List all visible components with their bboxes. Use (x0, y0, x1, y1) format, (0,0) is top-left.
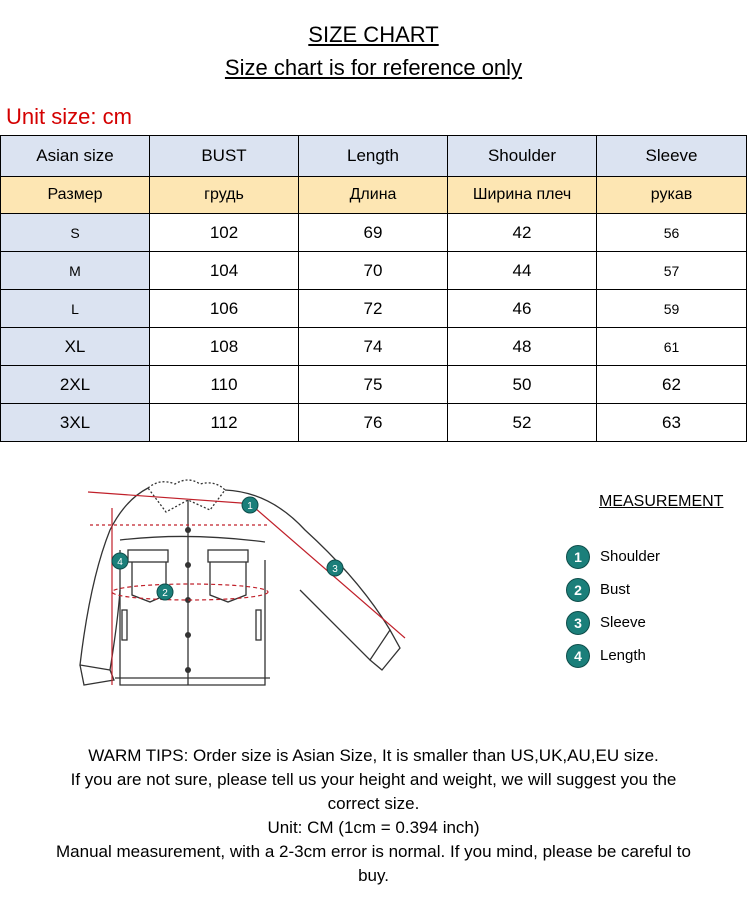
table-cell: 70 (299, 252, 448, 290)
badge-4-icon: 4 (566, 644, 590, 668)
tips-line: Unit: CM (1cm = 0.394 inch) (267, 818, 480, 837)
page-title: SIZE CHART (308, 22, 439, 47)
legend-label: Bust (600, 581, 631, 598)
header-cell: Asian size (1, 136, 150, 177)
legend-item-sleeve (566, 606, 660, 639)
table-cell: 48 (448, 328, 597, 366)
header-cell-ru: рукав (597, 177, 747, 214)
table-cell: 57 (597, 252, 747, 290)
header-cell: BUST (150, 136, 299, 177)
tips-line: correct size. (327, 794, 420, 813)
table-header-row-ru (1, 177, 747, 214)
marker-3-icon (327, 560, 343, 576)
table-cell: 59 (597, 290, 747, 328)
table-cell: 56 (597, 214, 747, 252)
table-cell: 110 (150, 366, 299, 404)
table-cell: 74 (299, 328, 448, 366)
table-cell: 69 (299, 214, 448, 252)
table-cell: 112 (150, 404, 299, 442)
legend-label: Sleeve (600, 614, 646, 631)
marker-2-icon (157, 584, 173, 600)
table-cell: 102 (150, 214, 299, 252)
marker-1-icon (242, 497, 258, 513)
table-cell: 3XL (1, 404, 150, 442)
svg-text:2: 2 (162, 588, 168, 599)
table-header-row (1, 136, 747, 177)
table-cell: 63 (597, 404, 747, 442)
table-cell: 42 (448, 214, 597, 252)
tips-line: WARM TIPS: Order size is Asian Size, It is smaller than US,UK,AU,EU size. (88, 746, 659, 765)
marker-4-icon (112, 553, 128, 569)
table-cell: 61 (597, 328, 747, 366)
header-cell-ru: Длина (299, 177, 448, 214)
table-row (1, 404, 747, 442)
badge-1-icon: 1 (566, 545, 590, 569)
tips-line: Manual measurement, with a 2-3cm error is normal. If you mind, please be careful to (56, 842, 691, 861)
badge-3-icon: 3 (566, 611, 590, 635)
warm-tips (0, 744, 747, 888)
table-cell: XL (1, 328, 150, 366)
header-cell: Shoulder (448, 136, 597, 177)
badge-2-icon: 2 (566, 578, 590, 602)
table-cell: 108 (150, 328, 299, 366)
table-cell: M (1, 252, 150, 290)
table-cell: 50 (448, 366, 597, 404)
legend-label: Length (600, 647, 646, 664)
table-cell: 75 (299, 366, 448, 404)
legend-item-bust (566, 573, 660, 606)
table-row (1, 328, 747, 366)
table-cell: 62 (597, 366, 747, 404)
measurement-legend (566, 540, 660, 672)
size-table (0, 135, 747, 442)
tips-line: buy. (358, 866, 389, 885)
header-cell-ru: Размер (1, 177, 150, 214)
table-row (1, 214, 747, 252)
legend-item-shoulder (566, 540, 660, 573)
table-cell: L (1, 290, 150, 328)
measurement-title: MEASUREMENT (599, 493, 724, 510)
page-subtitle: Size chart is for reference only (224, 55, 523, 80)
header-cell: Length (299, 136, 448, 177)
header-cell-ru: Ширина плеч (448, 177, 597, 214)
table-cell: 72 (299, 290, 448, 328)
table-cell: 106 (150, 290, 299, 328)
table-cell: 46 (448, 290, 597, 328)
legend-label: Shoulder (600, 548, 661, 565)
svg-text:4: 4 (117, 557, 123, 568)
table-row (1, 290, 747, 328)
table-cell: S (1, 214, 150, 252)
table-row (1, 366, 747, 404)
table-cell: 104 (150, 252, 299, 290)
svg-text:1: 1 (247, 501, 253, 512)
header-cell-ru: грудь (150, 177, 299, 214)
table-cell: 2XL (1, 366, 150, 404)
legend-item-length (566, 639, 660, 672)
jacket-outline (80, 480, 400, 685)
table-row (1, 252, 747, 290)
table-cell: 44 (448, 252, 597, 290)
header-cell: Sleeve (597, 136, 747, 177)
tips-line: If you are not sure, please tell us your height and weight, we will suggest you the (70, 770, 677, 789)
table-cell: 76 (299, 404, 448, 442)
table-cell: 52 (448, 404, 597, 442)
unit-label: Unit size: cm (6, 104, 132, 129)
svg-text:3: 3 (332, 564, 338, 575)
jacket-measurement-diagram (70, 470, 415, 700)
